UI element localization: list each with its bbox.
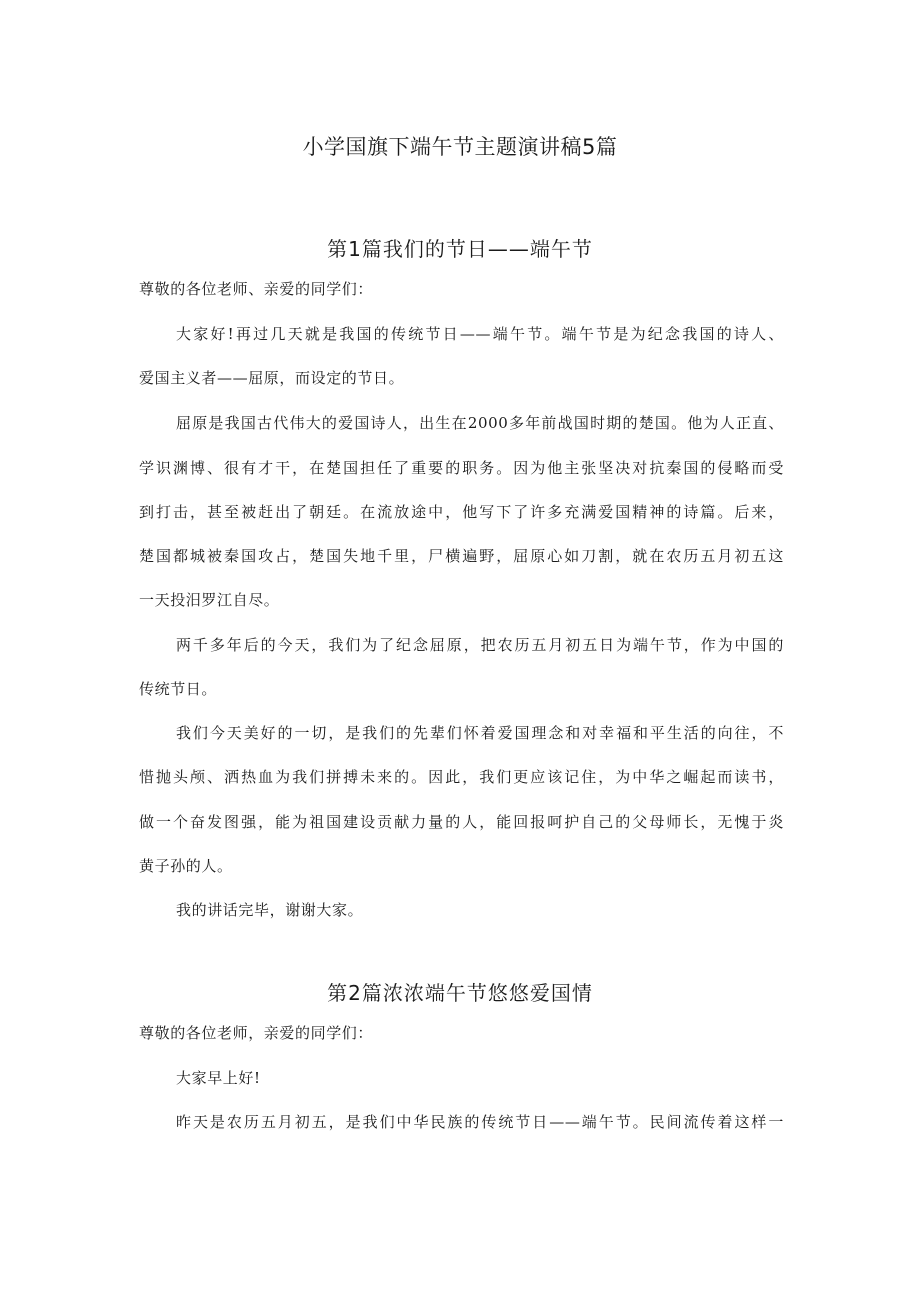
section-1-paragraph-line: 我们今天美好的一切，是我们的先辈们怀着爱国理念和对幸福和平生活的向往，不: [176, 724, 784, 742]
section-1-paragraph-line: 惜抛头颅、洒热血为我们拼搏未来的。因此，我们更应该记住，为中华之崛起而读书，: [139, 768, 784, 786]
section-1-paragraph-line: 大家好!再过几天就是我国的传统节日——端午节。端午节是为纪念我国的诗人、: [176, 325, 784, 343]
section-2-greeting: 大家早上好!: [176, 1069, 261, 1087]
section-2-title: 第2篇浓浓端午节悠悠爱国情: [327, 981, 593, 1005]
section-1-paragraph-line: 一天投汨罗江自尽。: [139, 591, 280, 609]
section-1-paragraph-line: 楚国都城被秦国攻占，楚国失地千里，尸横遍野，屈原心如刀割，就在农历五月初五这: [139, 547, 784, 565]
section-1-paragraph-line: 学识渊博、很有才干，在楚国担任了重要的职务。因为他主张坚决对抗秦国的侵略而受: [139, 459, 784, 477]
section-1-paragraph-line: 到打击，甚至被赶出了朝廷。在流放途中，他写下了许多充满爱国精神的诗篇。后来，: [139, 503, 784, 521]
section-2-paragraph-line: 昨天是农历五月初五，是我们中华民族的传统节日——端午节。民间流传着这样一: [176, 1113, 784, 1131]
section-1-paragraph-line: 传统节日。: [139, 680, 218, 698]
section-1-paragraph-line: 两千多年后的今天，我们为了纪念屈原，把农历五月初五日为端午节，作为中国的: [176, 636, 784, 654]
section-1-paragraph-line: 做一个奋发图强，能为祖国建设贡献力量的人，能回报呵护自己的父母师长，无愧于炎: [139, 813, 784, 831]
section-1-paragraph-line: 爱国主义者——屈原，而设定的节日。: [139, 369, 405, 387]
section-1-salutation: 尊敬的各位老师、亲爱的同学们：: [139, 280, 374, 298]
section-1-paragraph-line: 屈原是我国古代伟大的爱国诗人，出生在2000多年前战国时期的楚国。他为人正直、: [176, 414, 784, 432]
section-1-closing: 我的讲话完毕，谢谢大家。: [176, 901, 364, 919]
section-1-title: 第1篇我们的节日——端午节: [327, 237, 593, 261]
document-title: 小学国旗下端午节主题演讲稿5篇: [302, 135, 618, 159]
section-2-salutation: 尊敬的各位老师，亲爱的同学们：: [139, 1024, 374, 1042]
section-1-paragraph-line: 黄子孙的人。: [139, 857, 233, 875]
